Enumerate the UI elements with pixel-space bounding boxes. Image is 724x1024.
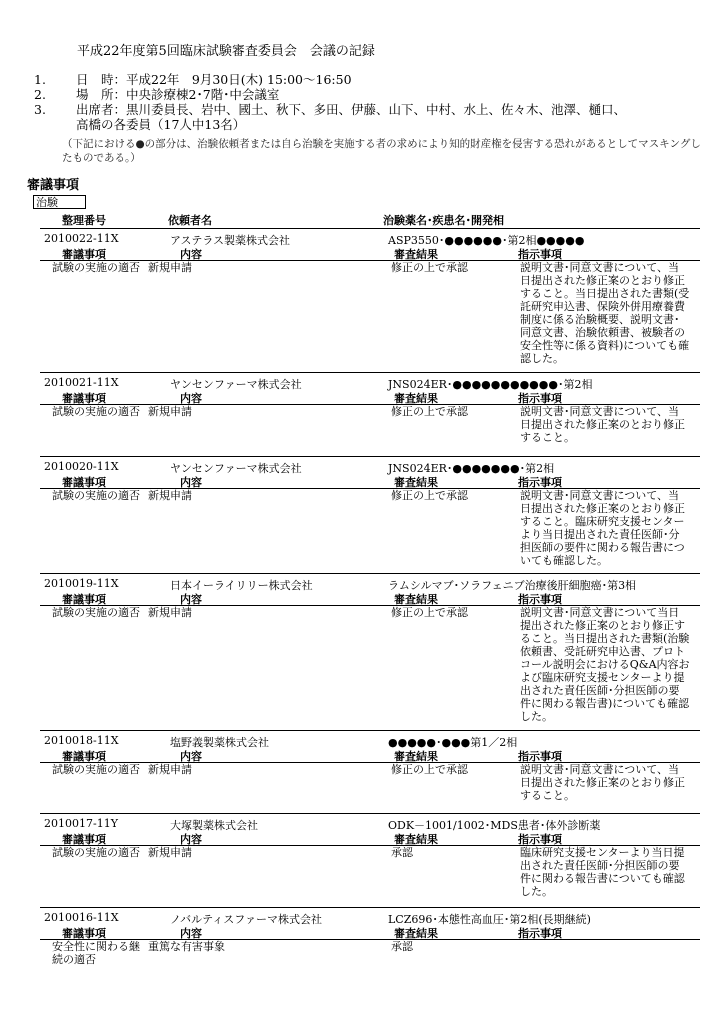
record-item: 安全性に関わる継続の適否: [52, 940, 140, 966]
record-content: 新規申請: [148, 763, 192, 776]
subhead-instruction: 指示事項: [518, 476, 562, 489]
record-drug: ●●●●●･●●●第1／2相: [388, 736, 518, 749]
record-instruction: 臨床研究支援センターより当日提出された責任医師･分担医師の要件に関わる報告書についても確認した。: [520, 846, 685, 898]
subhead-content: 内容: [180, 392, 202, 405]
record-drug: JNS024ER･●●●●●●●●●●●･第2相: [388, 378, 593, 391]
record-sponsor: 塩野義製薬株式会社: [170, 736, 269, 749]
meeting-date: 1. 日 時：平成22年 9月30日(木) 15:00〜16:50: [34, 72, 352, 87]
header-sponsor: 依頼者名: [168, 214, 212, 227]
record-item: 試験の実施の適否: [52, 405, 140, 418]
subhead-instruction: 指示事項: [518, 750, 562, 763]
record-result: 修正の上で承認: [391, 763, 468, 776]
masking-note: （下記における●の部分は、治験依頼者または自ら治験を実施する者の求めにより知的財産権を侵害する恐れがあるとしてマスキングしたものである。）: [62, 138, 701, 164]
record-item: 試験の実施の適否: [52, 763, 140, 776]
subhead-content: 内容: [180, 833, 202, 846]
subhead-result: 審査結果: [394, 392, 438, 405]
record-sponsor: 日本イーライリリー株式会社: [170, 579, 313, 592]
subhead-result: 審査結果: [394, 593, 438, 606]
subhead-item: 審議事項: [62, 833, 106, 846]
subhead-instruction: 指示事項: [518, 593, 562, 606]
record-drug: LCZ696･本態性高血圧･第2相(長期継続): [388, 913, 591, 926]
record-id: 2010017-11Y: [44, 817, 118, 830]
subhead-result: 審査結果: [394, 476, 438, 489]
record-sponsor: ヤンセンファーマ株式会社: [170, 378, 302, 391]
record-id: 2010021-11X: [44, 376, 119, 389]
record-sponsor: アステラス製薬株式会社: [170, 234, 291, 247]
meeting-attendees-cont: 高橋の各委員（17人中13名）: [76, 117, 246, 132]
subhead-content: 内容: [180, 248, 202, 261]
record-result: 承認: [391, 940, 413, 953]
meeting-attendees: 3. 出席者：黒川委員長、岩中、國土、秋下、多田、伊藤、山下、中村、水上、佐々木、池澤、樋口、: [34, 102, 627, 117]
record-content: 新規申請: [148, 846, 192, 859]
record-item: 試験の実施の適否: [52, 846, 140, 859]
record-drug: ODK－1001/1002･MDS患者･体外診断薬: [388, 819, 601, 832]
record-id: 2010016-11X: [44, 911, 119, 924]
record-result: 修正の上で承認: [391, 489, 468, 502]
record-item: 試験の実施の適否: [52, 489, 140, 502]
subhead-item: 審議事項: [62, 750, 106, 763]
record-instruction: 説明文書･同意文書について、当日提出された修正案のとおり修正すること。: [520, 763, 685, 802]
subhead-instruction: 指示事項: [518, 833, 562, 846]
subhead-content: 内容: [180, 750, 202, 763]
document-title: 平成22年度第5回臨床試験審査委員会 会議の記録: [77, 44, 375, 59]
record-item: 試験の実施の適否: [52, 261, 140, 274]
subhead-item: 審議事項: [62, 248, 106, 261]
record-instruction: 説明文書･同意文書について、当日提出された修正案のとおり修正すること。当日提出された書類(受託研究申込書、保険外併用療養費制度に係る治験概要、説明文書･同意文書、治験依頼書、被験者の安全性等に係る資料)についても確認した。: [520, 261, 690, 365]
subhead-content: 内容: [180, 593, 202, 606]
subhead-instruction: 指示事項: [518, 927, 562, 940]
record-instruction: 説明文書･同意文書について、当日提出された修正案のとおり修正すること。: [520, 405, 685, 444]
record-id: 2010019-11X: [44, 577, 119, 590]
subhead-result: 審査結果: [394, 833, 438, 846]
record-sponsor: 大塚製薬株式会社: [170, 819, 258, 832]
category-tag: 治験: [33, 195, 86, 209]
record-id: 2010022-11X: [44, 232, 119, 245]
record-content: 新規申請: [148, 261, 192, 274]
header-number: 整理番号: [62, 214, 106, 227]
subhead-item: 審議事項: [62, 927, 106, 940]
subhead-result: 審査結果: [394, 927, 438, 940]
record-drug: ASP3550･●●●●●●･第2相●●●●●: [388, 234, 585, 247]
header-drug: 治験薬名･疾患名･開発相: [383, 214, 504, 227]
subhead-item: 審議事項: [62, 476, 106, 489]
record-drug: JNS024ER･●●●●●●●･第2相: [388, 462, 555, 475]
subhead-instruction: 指示事項: [518, 248, 562, 261]
record-result: 承認: [391, 846, 413, 859]
record-content: 新規申請: [148, 405, 192, 418]
subhead-result: 審査結果: [394, 248, 438, 261]
record-result: 修正の上で承認: [391, 606, 468, 619]
record-result: 修正の上で承認: [391, 405, 468, 418]
subhead-result: 審査結果: [394, 750, 438, 763]
record-id: 2010020-11X: [44, 460, 119, 473]
section-title: 審議事項: [27, 178, 80, 193]
record-content: 新規申請: [148, 606, 192, 619]
record-id: 2010018-11X: [44, 734, 119, 747]
subhead-instruction: 指示事項: [518, 392, 562, 405]
meeting-place: 2. 場 所：中央診療棟2･7階･中会議室: [34, 87, 280, 102]
subhead-content: 内容: [180, 476, 202, 489]
record-content: 重篤な有害事象: [148, 940, 225, 953]
subhead-item: 審議事項: [62, 593, 106, 606]
record-content: 新規申請: [148, 489, 192, 502]
record-sponsor: ヤンセンファーマ株式会社: [170, 462, 302, 475]
subhead-item: 審議事項: [62, 392, 106, 405]
record-drug: ラムシルマブ･ソラフェニブ治療後肝細胞癌･第3相: [388, 579, 637, 592]
record-result: 修正の上で承認: [391, 261, 468, 274]
record-instruction: 説明文書･同意文書について当日提出された修正案のとおり修正すること。当日提出された書類(治験依頼書、受託研究申込書、プロトコール説明会におけるQ&A内容および臨床研究支援センターより提出された責任医師･分担医師の要件に関わる報告書)についても確認した。: [520, 606, 690, 723]
record-sponsor: ノバルティスファーマ株式会社: [170, 913, 323, 926]
record-item: 試験の実施の適否: [52, 606, 140, 619]
record-instruction: 説明文書･同意文書について、当日提出された修正案のとおり修正すること。臨床研究支援センターより当日提出された責任医師･分担医師の要件に関わる報告書についても確認した。: [520, 489, 685, 567]
subhead-content: 内容: [180, 927, 202, 940]
